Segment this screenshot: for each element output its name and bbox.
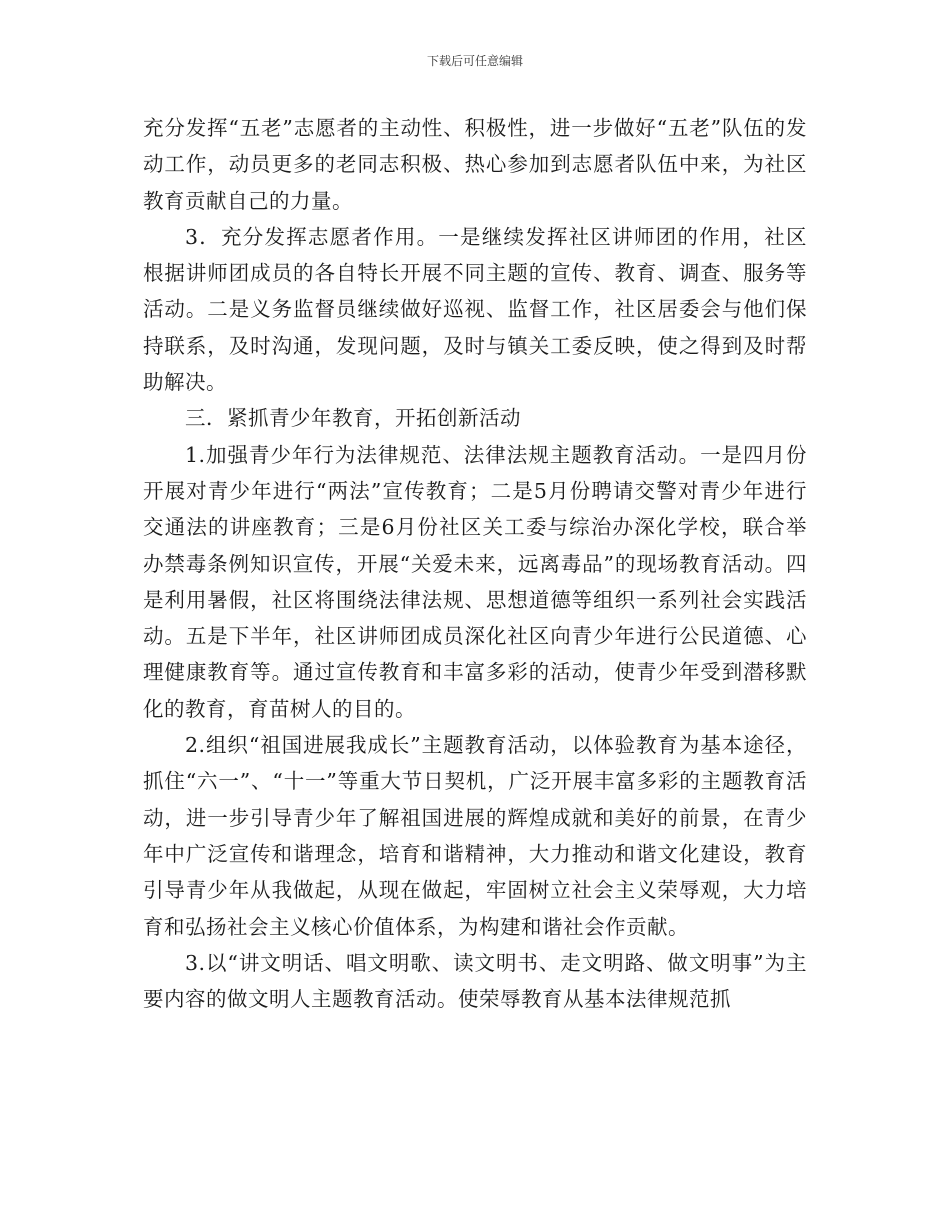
paragraph-volunteer-role: 3．充分发挥志愿者作用。一是继续发挥社区讲师团的作用，社区根据讲师团成员的各自特长开展不同主题的宣传、教育、调查、服务等活动。二是义务监督员继续做好巡视、监督工作，社区居委会与他们保持联系，及时沟通，发现问题，及时与镇关工委反映，使之得到及时帮助解决。 <box>143 224 807 395</box>
paragraph-civility-theme: 3.以“讲文明话、唱文明歌、读文明书、走文明路、做文明事”为主要内容的做文明人主题教育活动。使荣辱教育从基本法律规范抓 <box>143 950 807 1012</box>
section-heading-youth-education: 三．紧抓青少年教育，开拓创新活动 <box>185 406 521 431</box>
paragraph-continuation: 充分发挥“五老”志愿者的主动性、积极性，进一步做好“五老”队伍的发动工作，动员更多的老同志积极、热心参加到志愿者队伍中来，为社区教育贡献自己的力量。 <box>143 116 807 213</box>
document-body <box>143 110 807 1017</box>
paragraph-motherland-theme: 2.组织“祖国进展我成长”主题教育活动，以体验教育为基本途径，抓住“六一”、“十一”等重大节日契机，广泛开展丰富多彩的主题教育活动，进一步引导青少年了解祖国进展的辉煌成就和美好的前景，在青少年中广泛宣传和谐理念，培育和谐精神，大力推动和谐文化建设，教育引导青少年从我做起，从现在做起，牢固树立社会主义荣辱观，大力培育和弘扬社会主义核心价值体系，为构建和谐社会作贡献。 <box>143 733 807 939</box>
page-header: 下载后可任意编辑 <box>426 54 523 68</box>
paragraph-law-education: 1.加强青少年行为法律规范、法律法规主题教育活动。一是四月份开展对青少年进行“两法”宣传教育；二是5月份聘请交警对青少年进行交通法的讲座教育；三是6月份社区关工委与综治办深化学校，联合举办禁毒条例知识宣传，开展“关爱未来，远离毒品”的现场教育活动。四是利用暑假，社区将围绕法律法规、思想道德等组织一系列社会实践活动。五是下半年，社区讲师团成员深化社区向青少年进行公民道德、心理健康教育等。通过宣传教育和丰富多彩的活动，使青少年受到潜移默化的教育，育苗树人的目的。 <box>143 442 807 721</box>
